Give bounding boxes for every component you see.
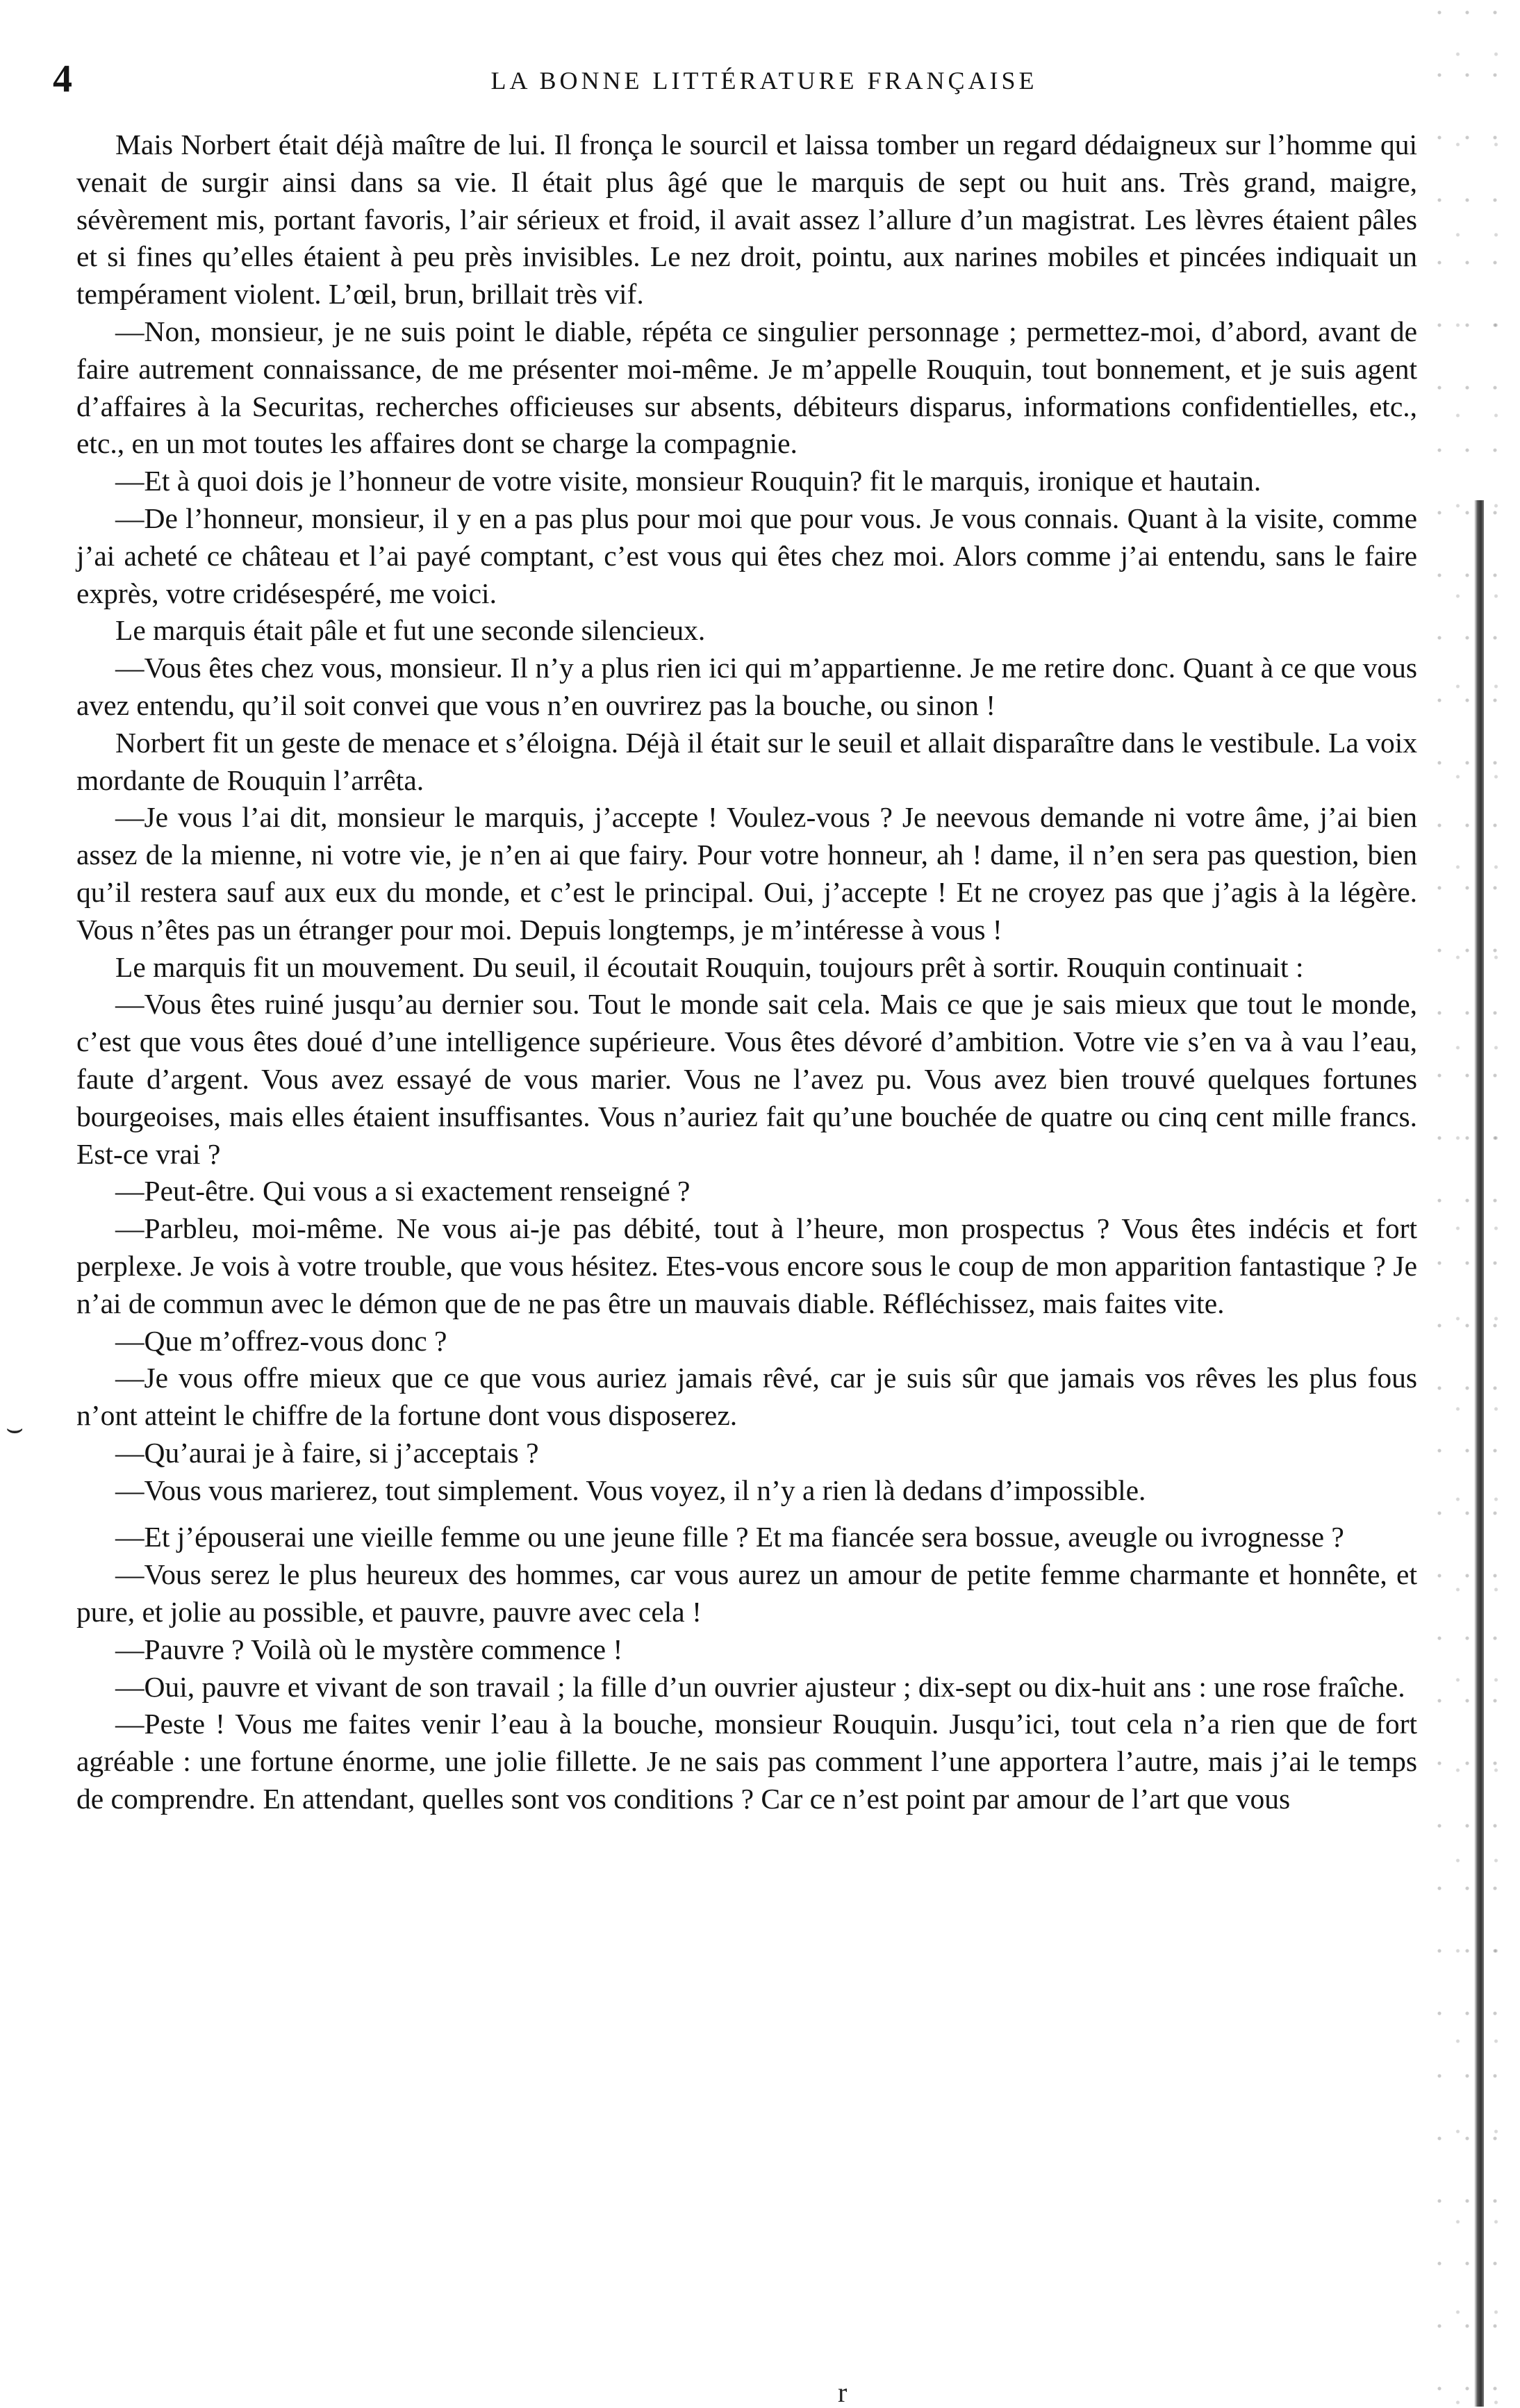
paragraph: —Je vous offre mieux que ce que vous auriez jamais rêvé, car je suis sûr que jamais vos rêves les plus fous n’ont atteint le chiffre de la fortune dont vous disposerez. (76, 1362, 1417, 1432)
paragraph: —Je vous l’ai dit, monsieur le marquis, j’accepte ! Voulez-vous ? Je neevous demande ni votre âme, j’ai bien assez de la mienne, ni votre vie, je n’en ai que fairy. Pour votre honneur, ah ! dame, il n’en sera pas question, bien qu’il restera sauf aux eux du monde, et c’est le principal. Oui, j’accepte ! Et ne croyez pas que j’agis à la légère. Vous n’êtes pas un étranger pour moi. Depuis longtemps, je m’intéresse à vous ! (76, 801, 1417, 946)
paragraph: Le marquis était pâle et fut une seconde silencieux. (115, 614, 706, 647)
running-title: LA BONNE LITTÉRATURE FRANÇAISE (490, 67, 1038, 94)
paragraph: —Vous vous marierez, tout simplement. Vous voyez, il n’y a rien là dedans d’impossible. (115, 1474, 1146, 1506)
paragraph: —Que m’offrez-vous donc ? (115, 1324, 447, 1357)
footer-mark: r (838, 2377, 848, 2408)
paragraph: Le marquis fit un mouvement. Du seuil, il écoutait Rouquin, toujours prêt à sortir. Rouquin continuait : (115, 950, 1304, 983)
paragraph: —Peut-être. Qui vous a si exactement renseigné ? (115, 1175, 691, 1207)
paragraph: —Et à quoi dois je l’honneur de votre visite, monsieur Rouquin? fit le marquis, ironique et hautain. (115, 465, 1262, 497)
paragraph: —Vous serez le plus heureux des hommes, car vous aurez un amour de petite femme charmante et honnête, et pure, et jolie au possible, et pauvre, pauvre avec cela ! (76, 1558, 1417, 1628)
paragraph: —Oui, pauvre et vivant de son travail ; la fille d’un ouvrier ajusteur ; dix-sept ou dix-huit ans : une rose fraîche. (115, 1670, 1405, 1703)
paragraph: —Peste ! Vous me faites venir l’eau à la bouche, monsieur Rouquin. Jusqu’ici, tout cela n’a rien que de fort agréable : une fortune énorme, une jolie fillette. Je ne sais pas comment l’une apportera l’autre, mais j’ai le temps de comprendre. En attendant, quelles sont vos conditions ? Car ce n’est point par amour de l’art que vous (76, 1708, 1417, 1815)
paragraph: —Et j’épouserai une vieille femme ou une jeune fille ? Et ma fiancée sera bossue, aveugle ou ivrognesse ? (115, 1521, 1344, 1553)
paragraph: Norbert fit un geste de menace et s’éloigna. Déjà il était sur le seuil et allait disparaître dans le vestibule. La voix mordante de Rouquin l’arrêta. (76, 726, 1417, 796)
paragraph: —Parbleu, moi-même. Ne vous ai-je pas débité, tout à l’heure, mon prospectus ? Vous êtes indécis et fort perplexe. Je vois à votre trouble, que vous hésitez. Etes-vous encore sous le coup de mon apparition fantastique ? Je n’ai de commun avec le démon que de ne pas être un mauvais diable. Réfléchissez, mais faites vite. (76, 1212, 1417, 1319)
paragraph: Mais Norbert était déjà maître de lui. Il fronça le sourcil et laissa tomber un regard dédaigneux sur l’homme qui venait de surgir ainsi dans sa vie. Il était plus âgé que le marquis de sept ou huit ans. Très grand, maigre, sévèrement mis, portant favoris, l’air sérieux et froid, il avait assez l’allure d’un magistrat. Les lèvres étaient pâles et si fines qu’elles étaient à peu près invisibles. Le nez droit, pointu, aux narines mobiles et pincées indiquait un tempérament violent. L’œil, brun, brillait très vif. (76, 129, 1417, 311)
binding-edge (1474, 500, 1484, 2407)
page-number: 4 (53, 58, 72, 101)
body-text (76, 126, 1417, 1818)
paragraph: —De l’honneur, monsieur, il y en a pas plus pour moi que pour vous. Je vous connais. Quant à la visite, comme j’ai acheté ce château et l’ai payé comptant, c’est vous qui êtes chez moi. Alors comme j’ai entendu, sans le faire exprès, votre cridésespéré, me voici. (76, 502, 1417, 609)
paragraph: —Non, monsieur, je ne suis point le diable, répéta ce singulier personnage ; permettez-moi, d’abord, avant de faire autrement connaissance, de me présenter moi-même. Je m’appelle Rouquin, tout bonnement, et je suis agent d’affaires à la Securitas, recherches officieuses sur absents, débiteurs disparus, informations confidentielles, etc., etc., en un mot toutes les affaires dont se charge la compagnie. (76, 315, 1417, 460)
paragraph: —Pauvre ? Voilà où le mystère commence ! (115, 1633, 623, 1665)
paragraph: —Qu’aurai je à faire, si j’acceptais ? (115, 1436, 539, 1469)
paragraph: —Vous êtes chez vous, monsieur. Il n’y a plus rien ici qui m’appartienne. Je me retire donc. Quant à ce que vous avez entendu, qu’il soit convei que vous n’en ouvrirez pas la bouche, ou sinon ! (76, 652, 1417, 721)
paragraph: —Vous êtes ruiné jusqu’au dernier sou. Tout le monde sait cela. Mais ce que je sais mieux que tout le monde, c’est que vous êtes doué d’une intelligence supérieure. Vous êtes dévoré d’ambition. Votre vie s’en va à vau l’eau, faute d’argent. Vous avez essayé de vous marier. Vous ne l’avez pu. Vous avez bien trouvé quelques fortunes bourgeoises, mais elles étaient insuffisantes. Vous n’auriez fait qu’une bouchée de quatre ou cinq cent mille francs. Est-ce vrai ? (76, 988, 1417, 1170)
pencil-margin-mark: ⌣ (6, 1412, 24, 1444)
